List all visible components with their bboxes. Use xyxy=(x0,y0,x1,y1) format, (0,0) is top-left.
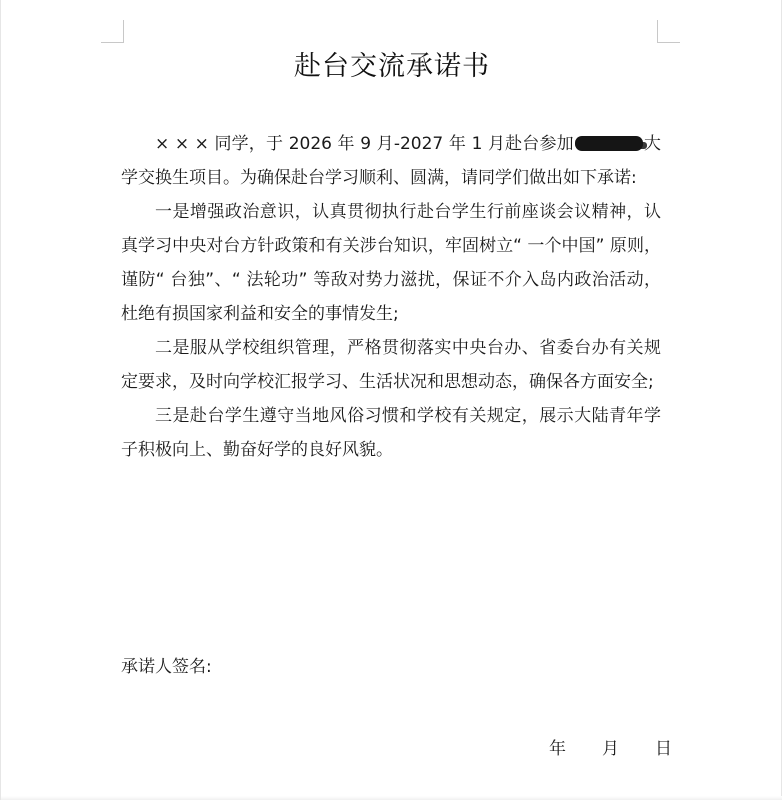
intro-text-end: 大学交换生项目。为确保赴台学习顺利、圆满，请同学们做出如下承诺: xyxy=(121,134,661,188)
document-title: 赴台交流承诺书 xyxy=(294,51,490,82)
date-year-label: 年 xyxy=(549,739,566,759)
commitment-paragraph-1: 一是增强政治意识，认真贯彻执行赴台学生行前座谈会议精神，认真学习中央对台方针政策和有关涉台知识，牢固树立“ 一个中国” 原则，谨防“ 台独”、“ 法轮功” 等敌对势力滋扰，保证不介入岛内政治活动，杜绝有损国家利益和安全的事情发生; xyxy=(121,202,661,324)
commitment-paragraph-2: 二是服从学校组织管理，严格贯彻落实中央台办、省委台办有关规定要求，及时向学校汇报学习、生活状况和思想动态，确保各方面安全; xyxy=(121,338,661,392)
document-body xyxy=(121,127,661,467)
intro-paragraph xyxy=(121,127,661,195)
page-bottom-edge xyxy=(1,796,782,800)
date-month-label: 月 xyxy=(602,739,619,759)
intro-text-start: × × × 同学，于 2026 年 9 月-2027 年 1 月赴台参加 xyxy=(155,134,574,154)
top-left-margin-mark xyxy=(101,20,124,43)
commitment-paragraph-3: 三是赴台学生遵守当地风俗习惯和学校有关规定，展示大陆青年学子积极向上、勤奋好学的良好风貌。 xyxy=(121,406,661,460)
date-day-label: 日 xyxy=(655,739,672,759)
redaction-mark xyxy=(575,136,643,151)
date-line xyxy=(549,734,672,759)
top-right-margin-mark xyxy=(657,20,680,43)
signature-label: 承诺人签名: xyxy=(121,657,212,677)
